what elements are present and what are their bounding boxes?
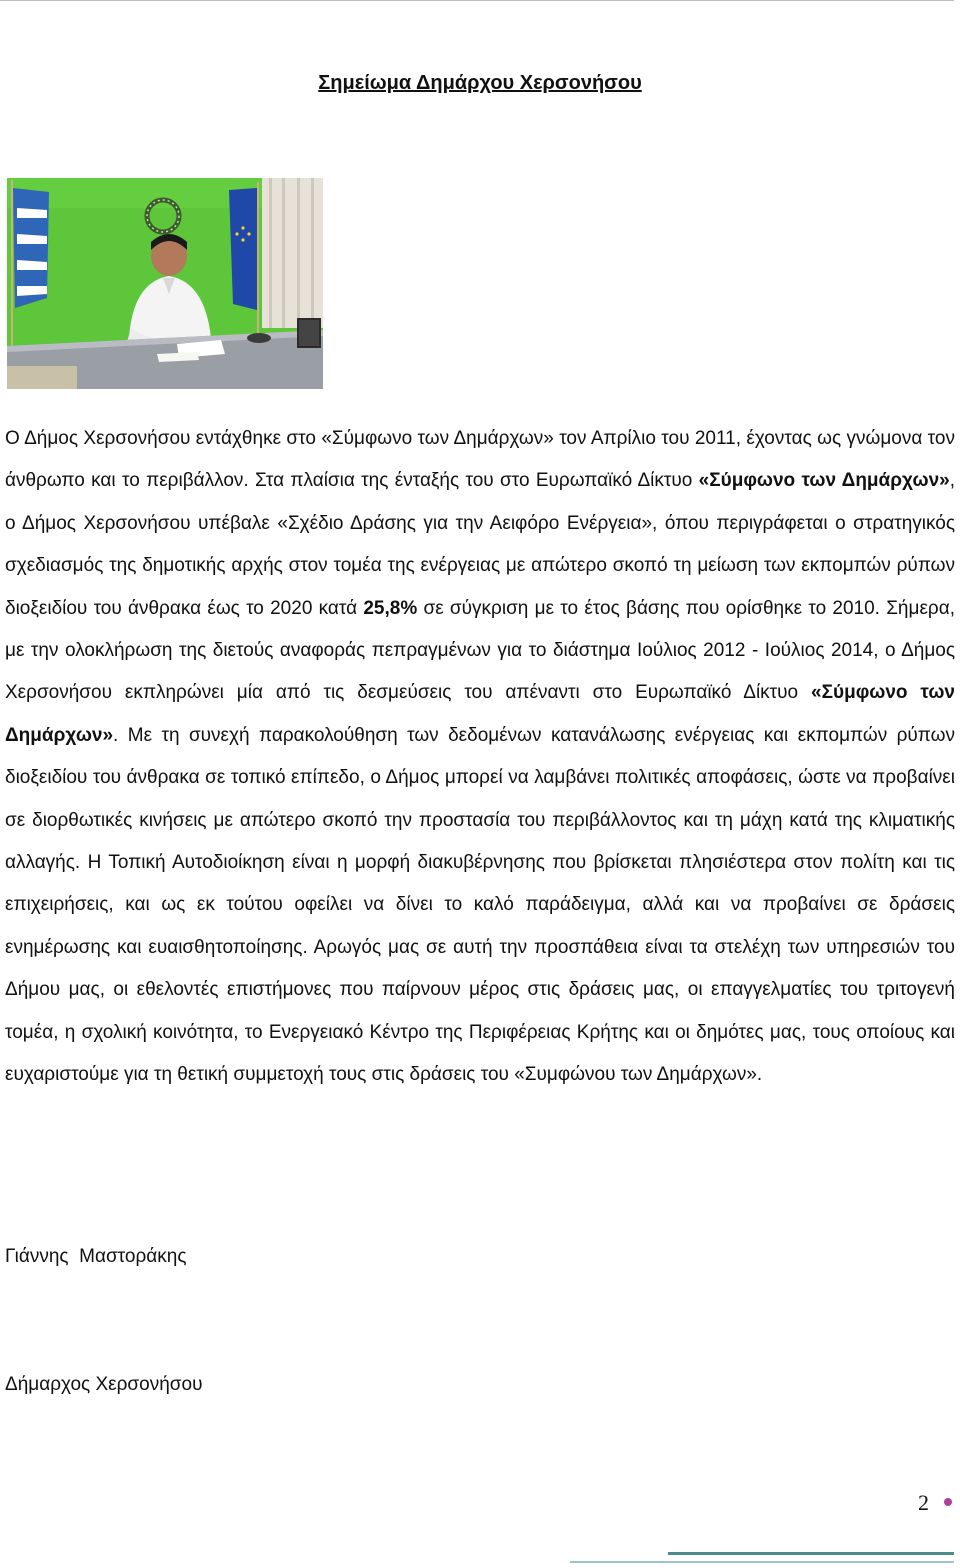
body-paragraph — [5, 418, 955, 1097]
paragraph-segment: . Με τη συνεχή παρακολούθηση των δεδομένων κατανάλωσης ενέργειας και εκπομπών ρύπων διοξειδίου του άνθρακα σε τοπικό επίπεδο, ο Δήμος μπορεί να λαμβάνει πολιτικές αποφάσεις, ώστε να προβαίνει σε διορθωτικές κινήσεις με απώτερο σκοπό την προστασία του περιβάλλοντος και τη μάχη κατά της κλιματικής αλλαγής. Η Τοπική Αυτοδιοίκηση είναι η μορφή διακυβέρνησης που βρίσκεται πλησιέστερα στον πολίτη και τις επιχειρήσεις, και ως εκ τούτου οφείλει να δίνει το καλό παράδειγμα, αλλά και να προβαίνει σε δράσεις ενημέρωσης και ευαισθητοποίησης. Αρωγός μας σε αυτή την προσπάθεια είναι τα στελέχη των υπηρεσιών του Δήμου μας, οι εθελοντές επιστήμονες που παίρνουν μέρος στις δράσεις μας, οι επαγγελματίες του τριτογενή τομέα, η σχολική κοινότητα, το Ενεργειακό Κέντρο της Περιφέρειας Κρήτης και οι δημότες μας, τους οποίους και ευχαριστούμε για τη θετική συμμετοχή τους στις δράσεις του «Συμφώνου των Δημάρχων». — [5, 724, 955, 1086]
paragraph-segment: , ο Δήμος Χερσονήσου υπέβαλε «Σχέδιο Δράσης για την Αειφόρο Ενέργεια», όπου περιγράφεται ο στρατηγικός σχεδιασμός της δημοτικής αρχής στον τομέα της ενέργειας με απώτερο σκοπό τη μείωση των εκπομπών ρύπων διοξειδίου του άνθρακα έως το 2020 κατά — [5, 470, 955, 619]
paragraph-segment: σε σύγκριση με το έτος βάσης που ορίσθηκε το 2010. Σήμερα, με την ολοκλήρωση της διετούς αναφοράς πεπραγμένων για το διάστημα Ιούλιος 2012 - Ιούλιος 2014, ο Δήμος Χερσονήσου εκπληρώνει μία από τις δεσμεύσεις του απέναντι στο Ευρωπαϊκό Δίκτυο — [5, 597, 955, 704]
signature-name: Γιάννης Μαστοράκης — [5, 1246, 187, 1267]
paragraph-bold-segment: 25,8% — [363, 597, 418, 619]
page-number: 2 — [918, 1490, 929, 1515]
mayor-photo — [7, 178, 323, 389]
signature-title: Δήμαρχος Χερσονήσου — [5, 1374, 203, 1395]
footer-rule — [668, 1552, 954, 1555]
top-rule — [0, 0, 954, 1]
paragraph-segment: Ο Δήμος Χερσονήσου εντάχθηκε στο «Σύμφωνο των Δημάρχων» τον Απρίλιο του 2011, έχοντας ως γνώμονα τον άνθρωπο και το περιβάλλον. Στα πλαίσια της ένταξής του στο Ευρωπαϊκό Δίκτυο — [5, 428, 955, 492]
footer-rule-light — [570, 1561, 954, 1563]
page-number-dot-icon — [944, 1498, 952, 1506]
paragraph-bold-segment: «Σύμφωνο των Δημάρχων» — [698, 470, 950, 492]
page-title: Σημείωμα Δημάρχου Χερσονήσου — [318, 72, 642, 94]
paragraph-bold-segment: «Σύμφωνο των Δημάρχων» — [5, 682, 955, 746]
